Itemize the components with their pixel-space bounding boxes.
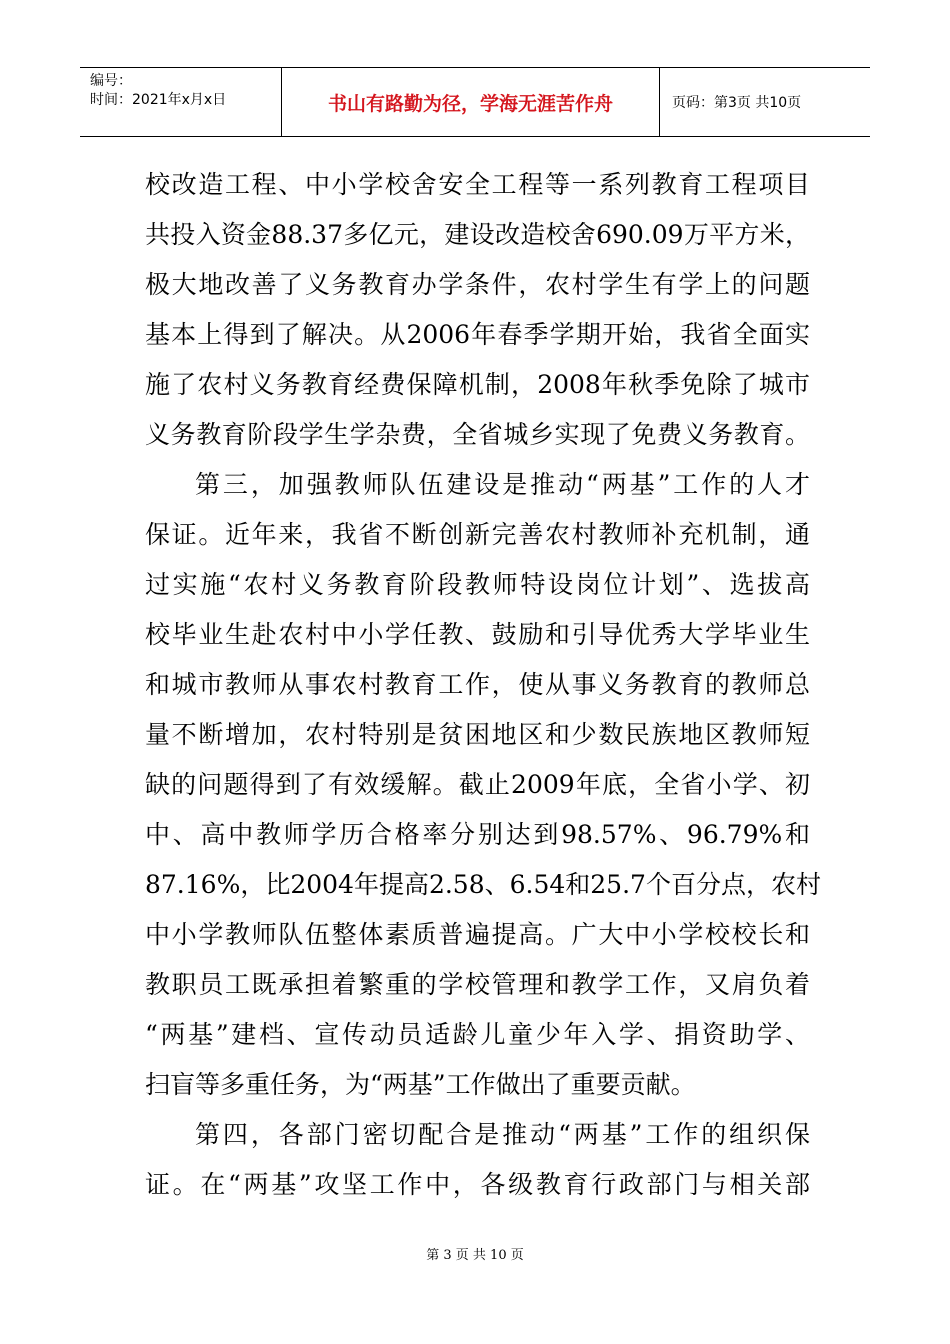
document-date: 时间：2021年x月x日: [90, 92, 227, 108]
paragraph-start-line: 第四，各部门密切配合是推动“两基”工作的组织保: [195, 1120, 810, 1149]
paragraph-start-line: 第三，加强教师队伍建设是推动“两基”工作的人才: [195, 470, 810, 499]
text-line: 87.16%，比2004年提高2.58、6.54和25.7个百分点，农村: [145, 870, 821, 899]
text-line: 基本上得到了解决。从2006年春季学期开始，我省全面实: [145, 320, 810, 349]
text-line: 校毕业生赴农村中小学任教、鼓励和引导优秀大学毕业生: [145, 620, 810, 649]
header-meta: [80, 68, 282, 136]
text-line: 施了农村义务教育经费保障机制，2008年秋季免除了城市: [145, 370, 810, 399]
page-footer: 第 3 页 共 10 页: [426, 1248, 524, 1263]
text-line: 和城市教师从事农村教育工作，使从事义务教育的教师总: [145, 670, 810, 699]
text-line: 缺的问题得到了有效缓解。截止2009年底，全省小学、初: [145, 770, 810, 799]
text-line: 教职员工既承担着繁重的学校管理和教学工作，又肩负着: [145, 970, 810, 999]
text-line: 校改造工程、中小学校舍安全工程等一系列教育工程项目: [145, 170, 810, 199]
text-line: 保证。近年来，我省不断创新完善农村教师补充机制，通: [145, 520, 810, 549]
text-line: “两基”建档、宣传动员适龄儿童少年入学、捐资助学、: [145, 1020, 810, 1049]
header-page-info: 页码：第3页 共10页: [672, 95, 802, 111]
text-line: 证。在“两基”攻坚工作中，各级教育行政部门与相关部: [145, 1170, 810, 1199]
text-line: 极大地改善了义务教育办学条件，农村学生有学上的问题: [145, 270, 810, 299]
header-table: [80, 67, 870, 137]
text-line: 过实施“农村义务教育阶段教师特设岗位计划”、选拔高: [145, 570, 810, 599]
paragraph-end-line: 扫盲等多重任务，为“两基”工作做出了重要贡献。: [145, 1070, 696, 1099]
text-line: 量不断增加，农村特别是贫困地区和少数民族地区教师短: [145, 720, 810, 749]
text-line: 中、高中教师学历合格率分别达到98.57%、96.79%和: [145, 820, 810, 849]
text-line: 义务教育阶段学生学杂费，全省城乡实现了免费义务教育。: [145, 420, 810, 449]
header-motto: 书山有路勤为径，学海无涯苦作舟: [282, 68, 660, 136]
body-text: [145, 160, 821, 1210]
document-number-label: 编号：: [90, 73, 132, 89]
text-line: 共投入资金88.37多亿元，建设改造校舍690.09万平方米，: [145, 220, 810, 249]
text-line: 中小学教师队伍整体素质普遍提高。广大中小学校校长和: [145, 920, 810, 949]
